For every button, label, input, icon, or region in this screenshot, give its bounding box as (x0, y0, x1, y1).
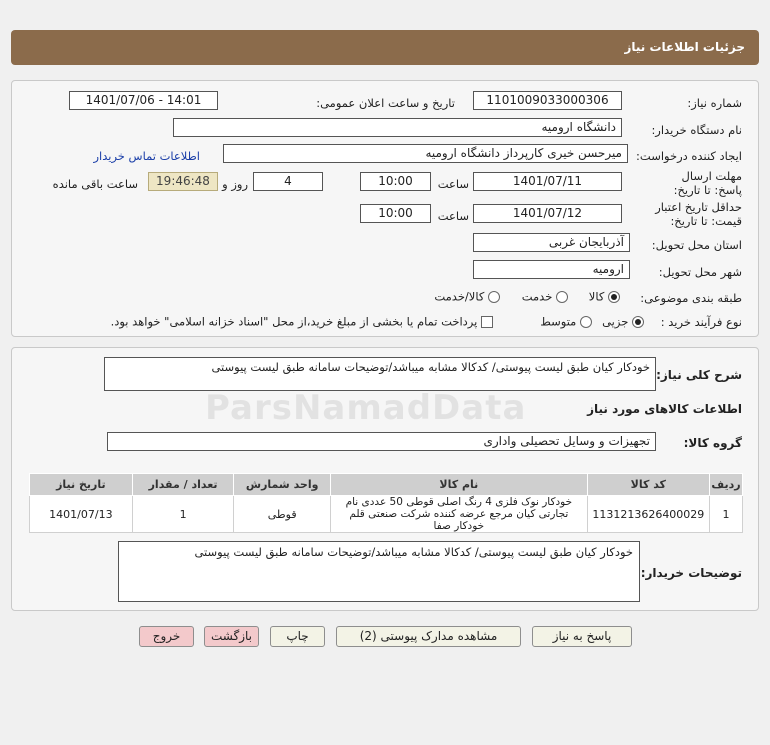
summary-field: خودکار کیان طبق لیست پیوستی/ کدکالا مشابه میباشد/توضیحات سامانه طبق لیست پیوستی (104, 357, 656, 391)
process-option-minor[interactable]: جزیی (602, 314, 644, 329)
radio-selected-icon[interactable] (632, 316, 644, 328)
radio-icon[interactable] (556, 291, 568, 303)
cell-date: 1401/07/13 (30, 496, 133, 533)
col-header-unit: واحد شمارش (234, 474, 331, 496)
validity-time-label: ساعت (437, 209, 469, 223)
creator-field: میرحسن خیری کارپرداز دانشگاه ارومیه (223, 144, 628, 163)
back-button[interactable]: بازگشت (204, 626, 259, 647)
cell-qty: 1 (132, 496, 234, 533)
summary-label: شرح کلی نیاز: (656, 368, 742, 382)
attachments-button[interactable]: مشاهده مدارک پیوستی (2) (336, 626, 521, 647)
announce-label: تاریخ و ساعت اعلان عمومی: (316, 96, 455, 110)
reply-deadline-label: مهلت ارسال پاسخ: تا تاریخ: (673, 169, 742, 197)
page-title: جزئیات اطلاعات نیاز (624, 40, 745, 54)
validity-time-field: 10:00 (360, 204, 431, 223)
goods-group-label: گروه کالا: (683, 436, 742, 450)
watermark-text: ParsNamadData (205, 388, 527, 428)
radio-selected-icon[interactable] (608, 291, 620, 303)
category-option-goods[interactable]: کالا (589, 289, 620, 304)
page-header (11, 30, 759, 65)
col-header-row: ردیف (709, 474, 742, 496)
contact-buyer-link[interactable]: اطلاعات تماس خریدار (93, 149, 200, 163)
category-label: طبقه بندی موضوعی: (640, 291, 742, 305)
buyer-org-field: دانشگاه ارومیه (173, 118, 622, 137)
buyer-notes-label: توضیحات خریدار: (640, 566, 742, 580)
days-label: روز و (222, 177, 248, 191)
radio-icon[interactable] (488, 291, 500, 303)
city-label: شهر محل تحویل: (658, 265, 742, 279)
province-label: استان محل تحویل: (651, 238, 742, 252)
need-number-field: 1101009033000306 (473, 91, 622, 110)
radio-icon[interactable] (580, 316, 592, 328)
need-number-label: شماره نیاز: (687, 96, 742, 110)
exit-button[interactable]: خروج (139, 626, 194, 647)
col-header-code: کد کالا (587, 474, 709, 496)
goods-table (29, 473, 743, 533)
process-label: نوع فرآیند خرید : (660, 315, 742, 329)
reply-button[interactable]: پاسخ به نیاز (532, 626, 632, 647)
remaining-timer: 19:46:48 (148, 172, 218, 191)
city-field: ارومیه (473, 260, 630, 279)
days-field: 4 (253, 172, 323, 191)
print-button[interactable]: چاپ (270, 626, 325, 647)
category-option-service[interactable]: خدمت (522, 289, 568, 304)
creator-label: ایجاد کننده درخواست: (636, 149, 742, 163)
remaining-label: ساعت باقی مانده (52, 177, 138, 191)
validity-date-field: 1401/07/12 (473, 204, 622, 223)
cell-code: 1131213626400029 (587, 496, 709, 533)
table-header-row (30, 474, 743, 496)
col-header-name: نام کالا (330, 474, 587, 496)
reply-date-field: 1401/07/11 (473, 172, 622, 191)
cell-unit: قوطی (234, 496, 331, 533)
reply-time-label: ساعت (437, 177, 469, 191)
goods-info-title: اطلاعات کالاهای مورد نیاز (587, 402, 742, 416)
checkbox-icon[interactable] (481, 316, 493, 328)
col-header-qty: تعداد / مقدار (132, 474, 234, 496)
reply-time-field: 10:00 (360, 172, 431, 191)
treasury-payment-option[interactable]: پرداخت تمام یا بخشی از مبلغ خرید،از محل "اسناد خزانه اسلامی" خواهد بود. (111, 314, 493, 329)
validity-label: حداقل تاریخ اعتبار قیمت: تا تاریخ: (655, 200, 742, 228)
table-row[interactable] (30, 496, 743, 533)
province-field: آذربایجان غربی (473, 233, 630, 252)
buyer-notes-field: خودکار کیان طبق لیست پیوستی/ کدکالا مشابه میباشد/توضیحات سامانه طبق لیست پیوستی (118, 541, 640, 602)
col-header-date: تاریخ نیاز (30, 474, 133, 496)
buyer-org-label: نام دستگاه خریدار: (651, 123, 742, 137)
goods-group-field: تجهیزات و وسایل تحصیلی واداری (107, 432, 656, 451)
announce-field: 1401/07/06 - 14:01 (69, 91, 218, 110)
cell-name: خودکار نوک فلزی 4 رنگ اصلی قوطی 50 عددی نام تجارتی کیان مرجع عرضه کننده شرکت صنعتی قلم خودکار صفا (330, 496, 587, 533)
cell-row: 1 (709, 496, 742, 533)
process-option-medium[interactable]: متوسط (540, 314, 592, 329)
category-option-goods-service[interactable]: کالا/خدمت (434, 289, 500, 304)
